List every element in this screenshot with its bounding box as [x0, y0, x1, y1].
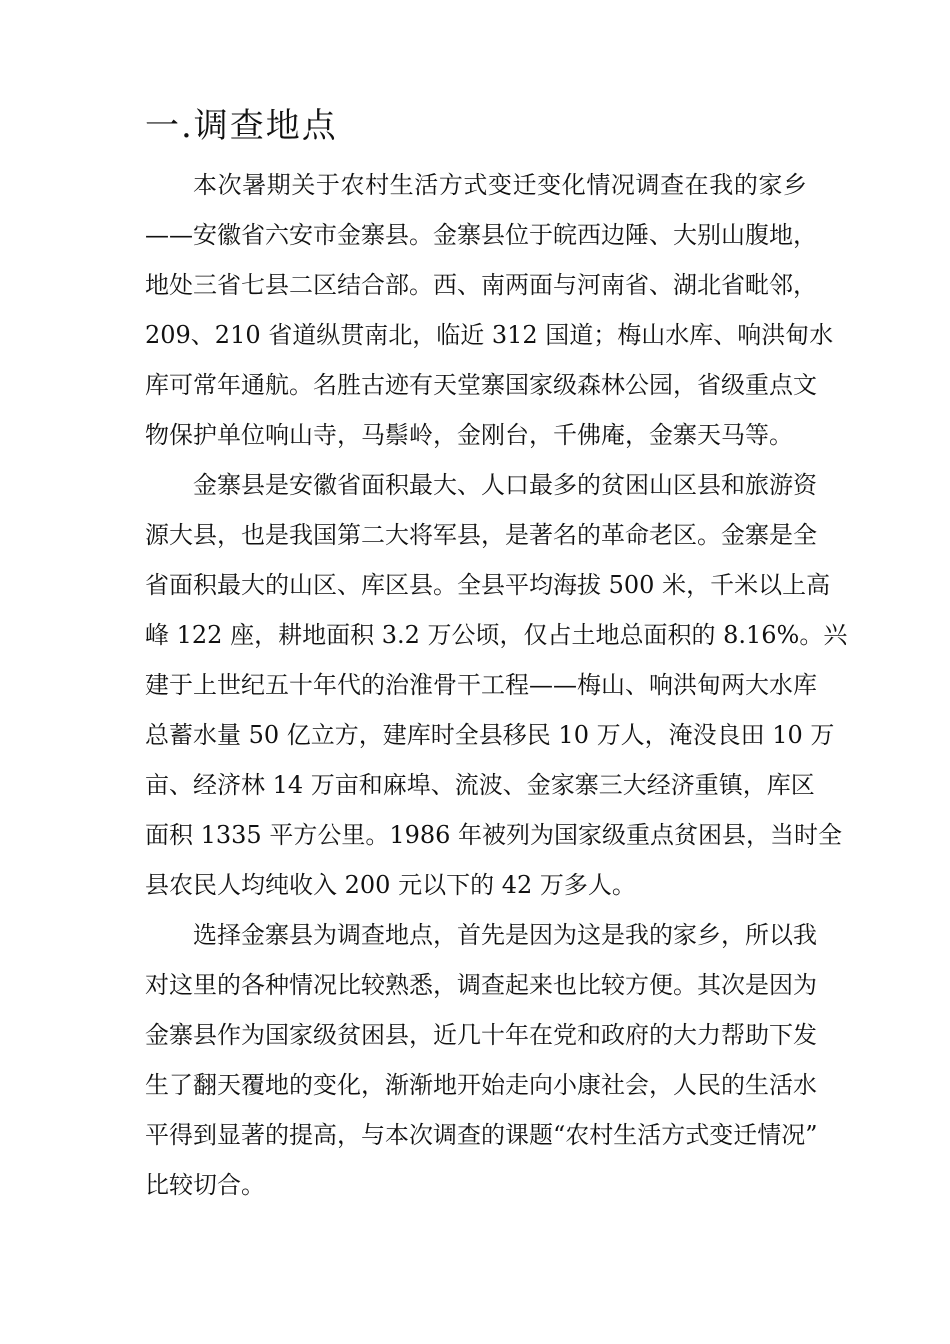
paragraph-2-line-4: 峰 122 座，耕地面积 3.2 万公顷，仅占土地总面积的 8.16%。兴 — [145, 621, 848, 649]
paragraph-3-line-6: 比较切合。 — [145, 1171, 265, 1199]
paragraph-1-line-2: ——安徽省六安市金寨县。金寨县位于皖西边陲、大别山腹地， — [145, 221, 817, 249]
paragraph-3-line-1: 选择金寨县为调查地点，首先是因为这是我的家乡，所以我 — [193, 921, 817, 949]
section-heading: 一.调查地点 — [145, 106, 338, 146]
paragraph-1-line-5: 库可常年通航。名胜古迹有天堂寨国家级森林公园，省级重点文 — [145, 371, 817, 399]
paragraph-2-line-2: 源大县，也是我国第二大将军县，是著名的革命老区。金寨是全 — [145, 521, 817, 549]
paragraph-1-line-6: 物保护单位响山寺，马鬃岭，金刚台，千佛庵，金寨天马等。 — [145, 421, 793, 449]
paragraph-3-line-2: 对这里的各种情况比较熟悉，调查起来也比较方便。其次是因为 — [145, 971, 817, 999]
paragraph-2-line-7: 亩、经济林 14 万亩和麻埠、流波、金家寨三大经济重镇，库区 — [145, 771, 815, 799]
paragraph-2-line-5: 建于上世纪五十年代的治淮骨干工程——梅山、响洪甸两大水库 — [145, 671, 817, 699]
paragraph-2-line-8: 面积 1335 平方公里。1986 年被列为国家级重点贫困县，当时全 — [145, 821, 843, 849]
paragraph-1-line-4: 209、210 省道纵贯南北，临近 312 国道；梅山水库、响洪甸水 — [145, 321, 834, 349]
paragraph-2-line-1: 金寨县是安徽省面积最大、人口最多的贫困山区县和旅游资 — [193, 471, 817, 499]
paragraph-1-line-3: 地处三省七县二区结合部。西、南两面与河南省、湖北省毗邻， — [145, 271, 817, 299]
paragraph-3-line-4: 生了翻天覆地的变化，渐渐地开始走向小康社会，人民的生活水 — [145, 1071, 817, 1099]
paragraph-3-line-3: 金寨县作为国家级贫困县，近几十年在党和政府的大力帮助下发 — [145, 1021, 817, 1049]
paragraph-2-line-9: 县农民人均纯收入 200 元以下的 42 万多人。 — [145, 871, 636, 899]
paragraph-2-line-6: 总蓄水量 50 亿立方，建库时全县移民 10 万人，淹没良田 10 万 — [145, 721, 835, 749]
paragraph-2-line-3: 省面积最大的山区、库区县。全县平均海拔 500 米，千米以上高 — [145, 571, 831, 599]
paragraph-1-line-1: 本次暑期关于农村生活方式变迁变化情况调查在我的家乡 — [193, 171, 807, 199]
paragraph-3-line-5: 平得到显著的提高，与本次调查的课题“农村生活方式变迁情况” — [145, 1121, 818, 1149]
